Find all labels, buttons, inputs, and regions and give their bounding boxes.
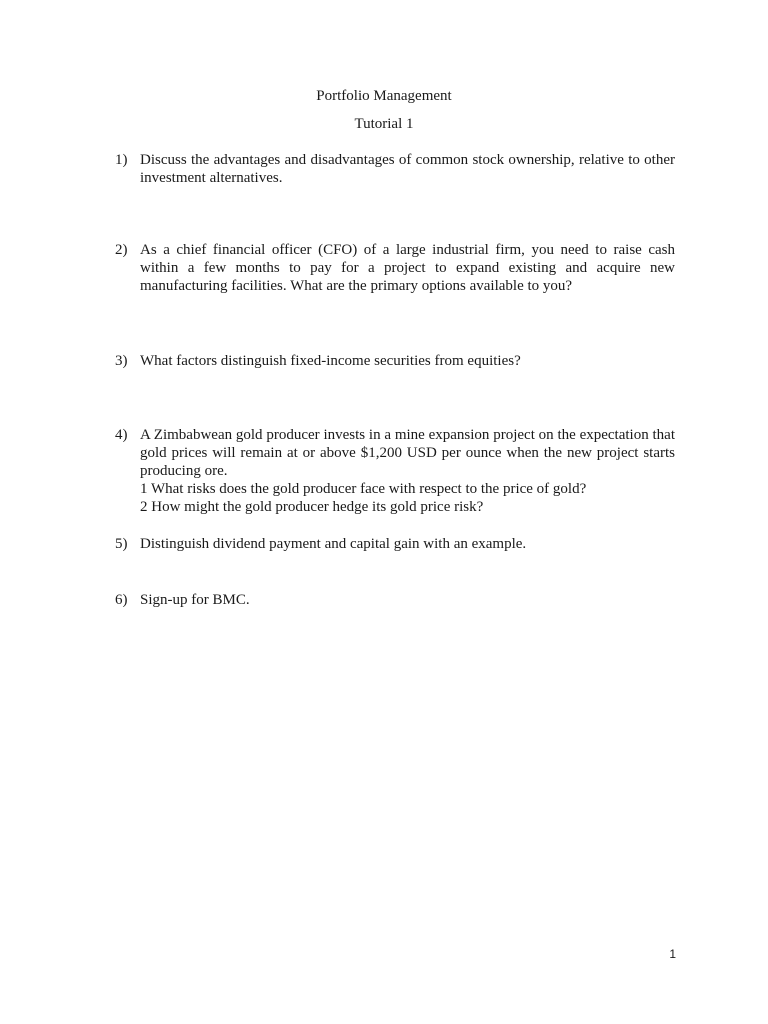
question-6 [115, 591, 675, 609]
question-text: Distinguish dividend payment and capital gain with an example. [140, 536, 527, 552]
question-5 [115, 535, 675, 553]
question-number: 1) [115, 152, 128, 168]
question-1 [115, 151, 675, 187]
question-number: 5) [115, 536, 128, 552]
question-number: 6) [115, 592, 128, 608]
question-number: 3) [115, 353, 128, 369]
page-number: 1 [669, 947, 676, 961]
document-title: Portfolio Management [316, 88, 452, 104]
question-text: Sign-up for BMC. [140, 592, 250, 608]
question-sub-item-1: 1 What risks does the gold producer face with respect to the price of gold? [140, 481, 587, 497]
question-3 [115, 352, 675, 370]
question-body [140, 426, 675, 516]
question-4 [115, 426, 675, 516]
document-subtitle: Tutorial 1 [354, 116, 414, 132]
question-number: 2) [115, 242, 128, 258]
question-2 [115, 241, 675, 295]
question-sub-item-2: 2 How might the gold producer hedge its gold price risk? [140, 499, 484, 515]
question-number: 4) [115, 427, 128, 443]
question-text: Discuss the advantages and disadvantages of common stock ownership, relative to other investment alternatives. [140, 152, 675, 186]
question-text: What factors distinguish fixed-income securities from equities? [140, 353, 521, 369]
question-text: As a chief financial officer (CFO) of a large industrial firm, you need to raise cash within a few months to pay for a project to expand existing and acquire new manufacturing facilities. What are the primary options available to you? [140, 242, 675, 294]
question-text: A Zimbabwean gold producer invests in a mine expansion project on the expectation that gold prices will remain at or above $1,200 USD per ounce when the new project starts producing ore. [140, 427, 675, 479]
